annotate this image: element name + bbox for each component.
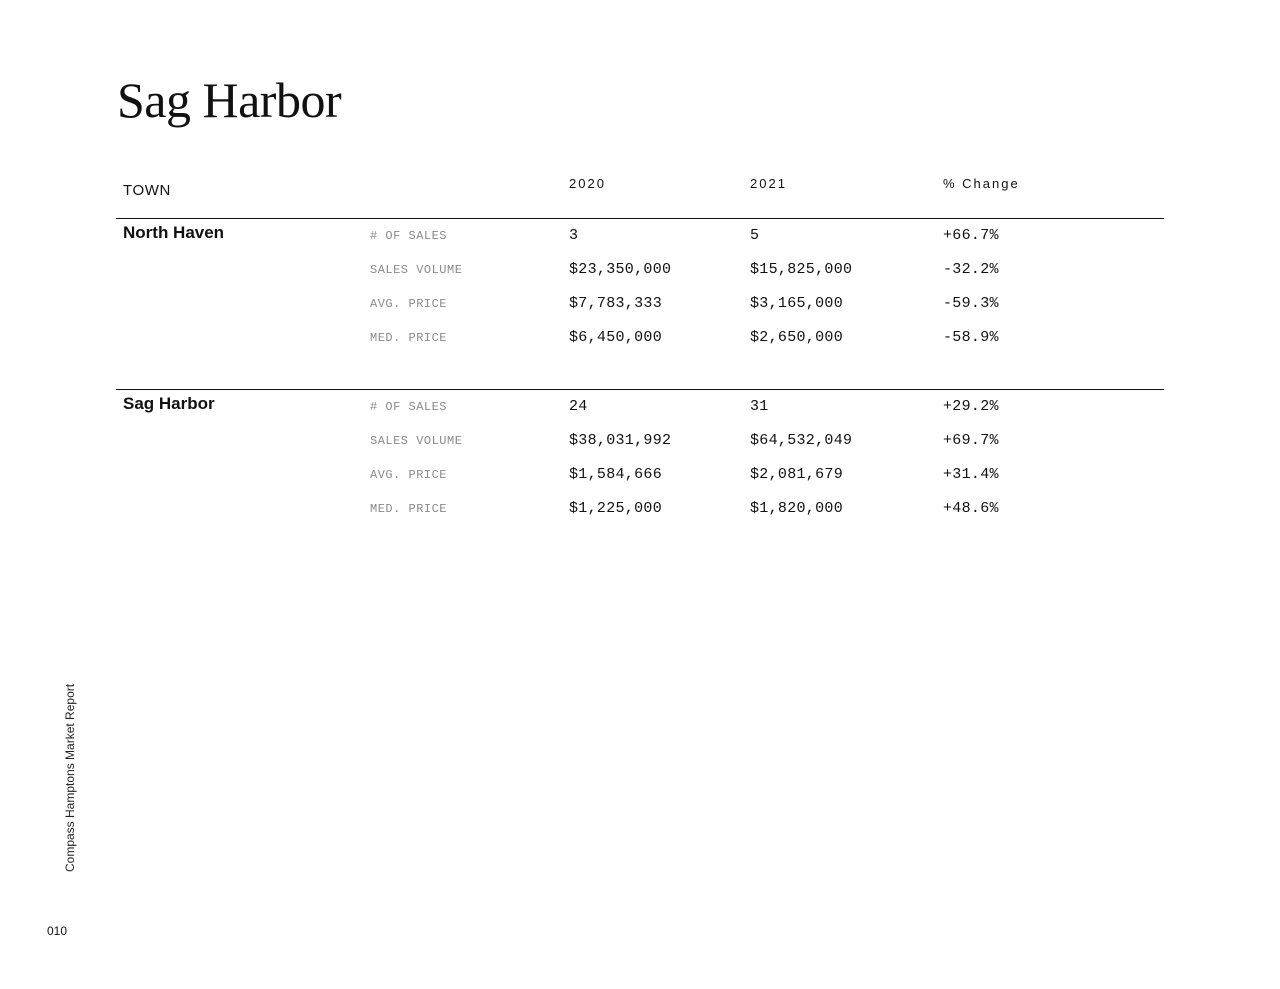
value-2021: $3,165,000 — [750, 295, 844, 312]
value-change: -58.9% — [943, 329, 999, 346]
value-change: -59.3% — [943, 295, 999, 312]
value-change: -32.2% — [943, 261, 999, 278]
value-2020: $1,584,666 — [569, 466, 663, 483]
report-name-label: Compass Hamptons Market Report — [63, 683, 77, 872]
value-change: +66.7% — [943, 227, 999, 244]
metric-label: SALES VOLUME — [370, 434, 463, 448]
town-group-sag-harbor — [116, 390, 1164, 560]
metric-label: AVG. PRICE — [370, 468, 448, 482]
value-2021: $2,081,679 — [750, 466, 844, 483]
metric-label: AVG. PRICE — [370, 297, 448, 311]
table-row — [116, 227, 1164, 247]
metric-label: # OF SALES — [370, 400, 448, 414]
header-town: TOWN — [123, 182, 171, 199]
value-2020: $38,031,992 — [569, 432, 672, 449]
table-row — [116, 295, 1164, 315]
value-2021: $2,650,000 — [750, 329, 844, 346]
value-2020: $6,450,000 — [569, 329, 663, 346]
header-2020: 2020 — [569, 176, 606, 191]
town-group-north-haven — [116, 219, 1164, 390]
value-2020: $1,225,000 — [569, 500, 663, 517]
value-2020: 24 — [569, 398, 588, 415]
metric-label: MED. PRICE — [370, 502, 448, 516]
metric-label: SALES VOLUME — [370, 263, 463, 277]
metric-label: MED. PRICE — [370, 331, 448, 345]
value-2021: $64,532,049 — [750, 432, 853, 449]
header-change: % Change — [943, 176, 1020, 191]
value-change: +29.2% — [943, 398, 999, 415]
value-2021: 31 — [750, 398, 769, 415]
table-row — [116, 398, 1164, 418]
header-2021: 2021 — [750, 176, 787, 191]
value-2020: $23,350,000 — [569, 261, 672, 278]
page-number: 010 — [47, 924, 68, 938]
table-header — [116, 172, 1164, 219]
table-row — [116, 466, 1164, 486]
town-name: North Haven — [123, 223, 225, 242]
town-name: Sag Harbor — [123, 394, 215, 413]
value-2021: 5 — [750, 227, 760, 244]
value-change: +31.4% — [943, 466, 999, 483]
metric-label: # OF SALES — [370, 229, 448, 243]
table-row — [116, 261, 1164, 281]
value-2020: 3 — [569, 227, 579, 244]
market-table — [116, 172, 1164, 560]
value-change: +69.7% — [943, 432, 999, 449]
value-2021: $1,820,000 — [750, 500, 844, 517]
value-2020: $7,783,333 — [569, 295, 663, 312]
table-row — [116, 432, 1164, 452]
table-row — [116, 329, 1164, 349]
page-title: Sag Harbor — [117, 72, 342, 128]
value-2021: $15,825,000 — [750, 261, 853, 278]
value-change: +48.6% — [943, 500, 999, 517]
table-row — [116, 500, 1164, 520]
